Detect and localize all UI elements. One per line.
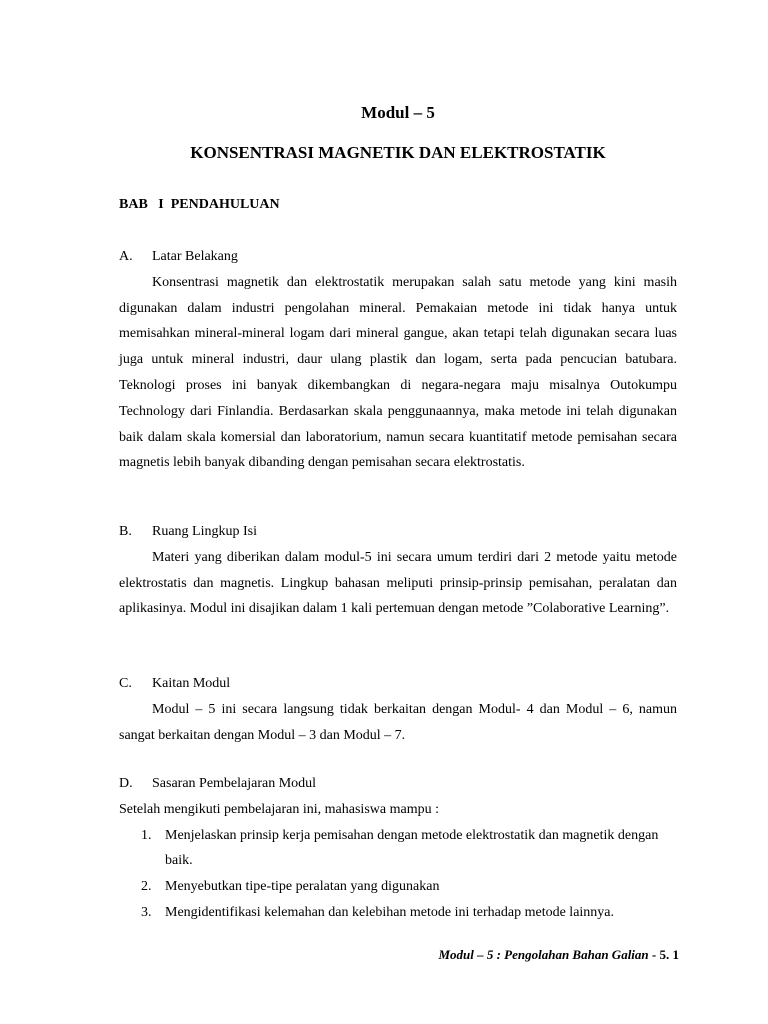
section-letter: A. (119, 249, 133, 264)
footer-label: Modul – 5 : Pengolahan Bahan Galian (438, 947, 649, 962)
list-item (119, 900, 677, 926)
section-heading (119, 519, 677, 545)
section-ruang-lingkup (119, 519, 677, 622)
section-letter: B. (119, 524, 132, 539)
section-letter: D. (119, 776, 133, 791)
section-title: Kaitan Modul (152, 676, 231, 691)
chapter-heading: BAB I PENDAHULUAN (119, 197, 280, 212)
objectives-list (119, 823, 677, 926)
list-item (119, 874, 677, 900)
list-item (119, 823, 677, 875)
module-number-title: Modul – 5 (361, 103, 435, 122)
section-latar-belakang (119, 244, 677, 476)
section-heading (119, 244, 677, 270)
section-title: Sasaran Pembelajaran Modul (152, 776, 317, 791)
section-kaitan-modul (119, 671, 677, 748)
list-item-number: 3. (141, 904, 152, 920)
section-paragraph: Modul – 5 ini secara langsung tidak berkaitan dengan Modul- 4 dan Modul – 6, namun sangat berkaitan dengan Modul – 3 dan Modul – 7. (119, 701, 677, 743)
section-paragraph: Materi yang diberikan dalam modul-5 ini secara umum terdiri dari 2 metode yaitu metode elektrostatis dan magnetis. Lingkup bahasan meliputi prinsip-prinsip pemisahan, peralatan dan aplikasinya. Modul ini disajikan dalam 1 kali pertemuan dengan metode ”Colaborative Learning”. (119, 549, 677, 617)
section-title: Ruang Lingkup Isi (152, 524, 257, 539)
section-letter: C. (119, 676, 132, 691)
section-intro: Setelah mengikuti pembelajaran ini, mahasiswa mampu : (119, 801, 439, 817)
list-item-text: Menyebutkan tipe-tipe peralatan yang digunakan (165, 879, 440, 895)
page-number: - 5. 1 (648, 947, 679, 962)
page-footer (300, 947, 679, 963)
section-title: Latar Belakang (152, 249, 238, 264)
section-heading (119, 771, 677, 797)
section-sasaran (119, 771, 677, 926)
list-item-text: Menjelaskan prinsip kerja pemisahan dengan metode elektrostatik dan magnetik dengan baik. (165, 827, 659, 869)
list-item-number: 2. (141, 879, 152, 895)
section-paragraph: Konsentrasi magnetik dan elektrostatik merupakan salah satu metode yang kini masih digunakan dalam industri pengolahan mineral. Pemakaian metode ini tidak hanya untuk memisahkan mineral-mineral logam dari mineral gangue, akan tetapi telah digunakan secara luas juga untuk mineral industri, daur ulang plastik dan logam, serta pada pencucian batubara. Teknologi proses ini banyak dikembangkan di negara-negara maju misalnya Outokumpu Technology dari Finlandia. Berdasarkan skala penggunaannya, maka metode ini telah digunakan baik dalam skala komersial dan laboratorium, namun secara kuantitatif metode pemisahan secara magnetis lebih banyak dibanding dengan pemisahan secara elektrostatis. (119, 274, 677, 471)
list-item-text: Mengidentifikasi kelemahan dan kelebihan metode ini terhadap metode lainnya. (165, 904, 615, 920)
page-title: KONSENTRASI MAGNETIK DAN ELEKTROSTATIK (190, 143, 606, 162)
list-item-number: 1. (141, 827, 152, 843)
section-heading (119, 671, 677, 697)
